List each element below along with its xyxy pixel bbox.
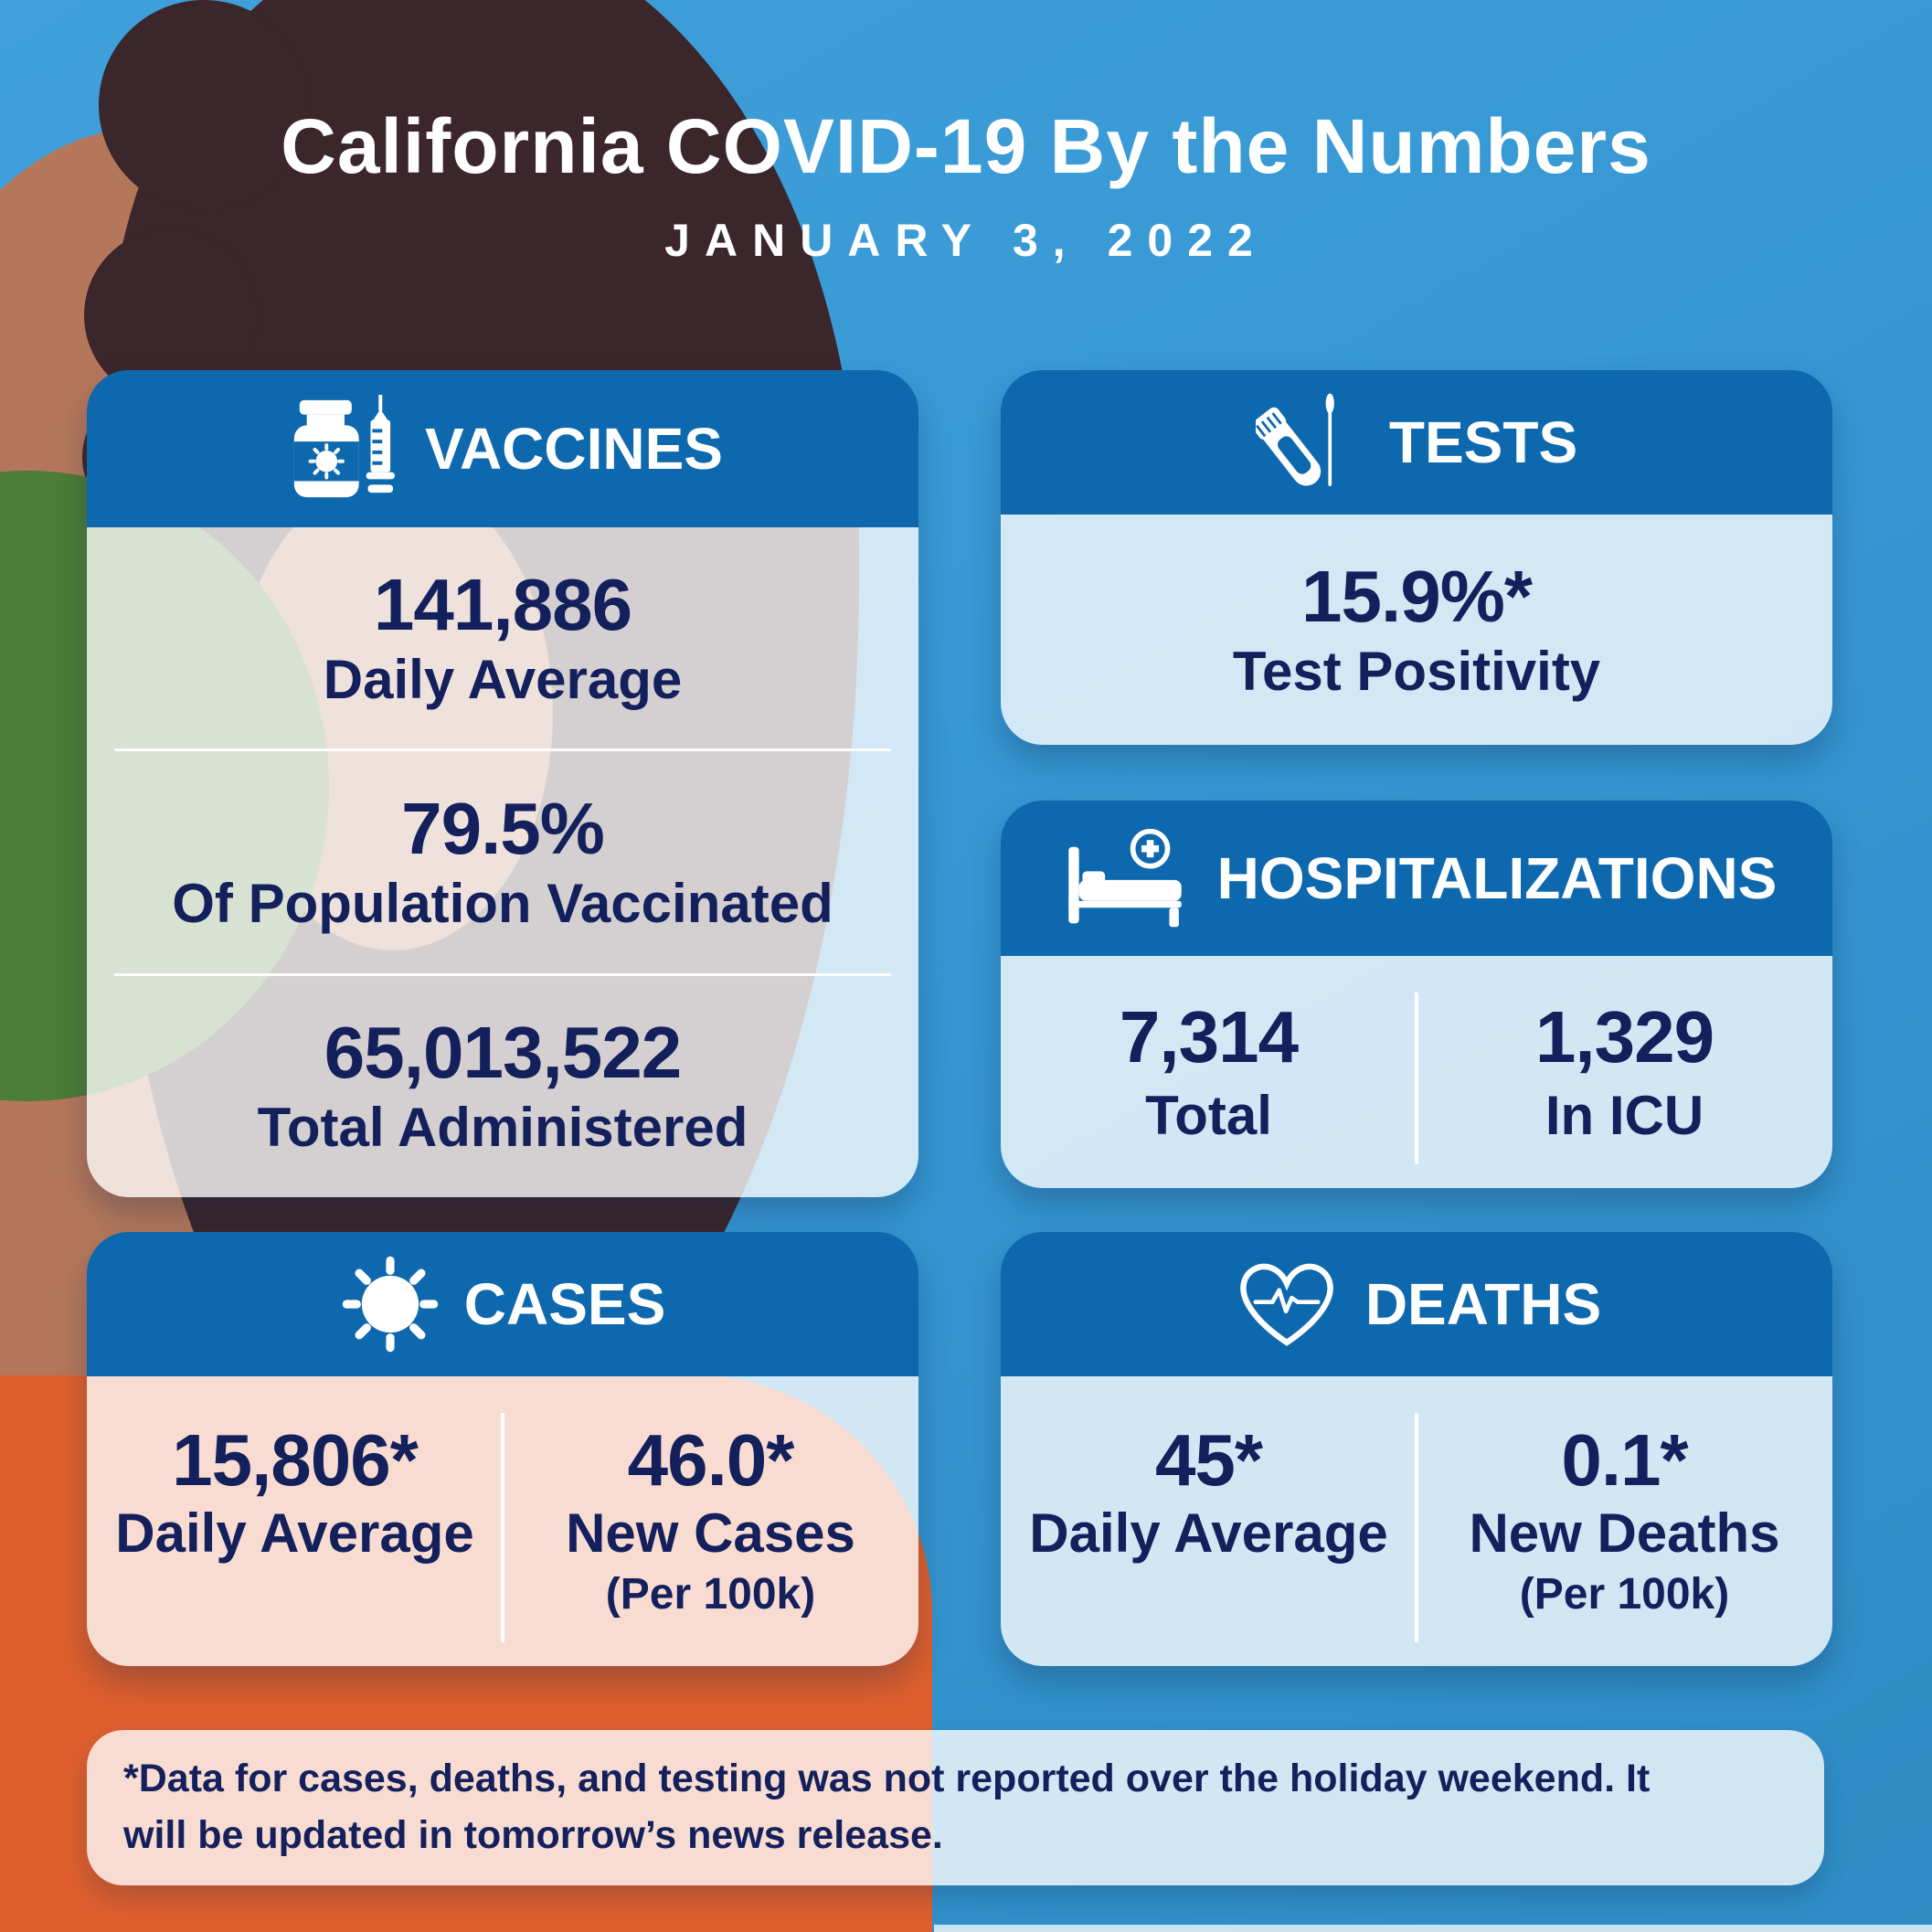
- vaccines-card-body: [87, 527, 918, 1197]
- divider: [1415, 993, 1418, 1164]
- vaccines-card-header: [87, 370, 918, 527]
- vial-syringe-icon: [282, 395, 401, 503]
- page-title: California COVID-19 By the Numbers: [281, 103, 1651, 189]
- stat-value: 1,329: [1534, 995, 1714, 1077]
- tests-card: [1001, 370, 1832, 745]
- test-tube-swab-icon: [1256, 391, 1365, 494]
- hospitalizations-total-stat: [1001, 956, 1417, 1188]
- test-positivity-stat: [1001, 515, 1832, 745]
- deaths-card-header: [1001, 1232, 1832, 1376]
- stat-label: In ICU: [1545, 1084, 1704, 1146]
- stat-value: 141,886: [373, 563, 632, 645]
- deaths-card: [1001, 1232, 1832, 1666]
- hospitalizations-card-title: HOSPITALIZATIONS: [1216, 845, 1778, 911]
- hospitalizations-card-header: [1001, 801, 1832, 956]
- stat-value: 15,806*: [172, 1419, 418, 1501]
- vaccines-card-title: VACCINES: [425, 416, 723, 482]
- deaths-card-title: DEATHS: [1364, 1271, 1602, 1337]
- cases-card-header: [87, 1232, 918, 1376]
- page-date: JANUARY 3, 2022: [664, 215, 1268, 266]
- footnote-bar: [87, 1730, 1824, 1885]
- stat-value: 7,314: [1119, 995, 1299, 1077]
- vaccines-card: [87, 370, 918, 1197]
- deaths-daily-average-stat: [1001, 1376, 1417, 1666]
- stat-label: Total: [1145, 1084, 1272, 1146]
- stat-value: 46.0*: [627, 1419, 794, 1501]
- stat-label: Daily Average: [1029, 1502, 1388, 1564]
- vaccines-population-stat: [87, 751, 918, 972]
- bottom-edge-strip: [934, 1925, 1932, 1932]
- cases-new-cases-stat: [503, 1376, 918, 1666]
- stat-label: Of Population Vaccinated: [172, 872, 833, 934]
- stat-label: New Cases: [566, 1502, 855, 1564]
- virus-icon: [340, 1254, 441, 1354]
- hospitalizations-icu-stat: [1417, 956, 1832, 1188]
- cases-daily-average-stat: [87, 1376, 503, 1666]
- divider: [501, 1413, 504, 1642]
- stat-label: Daily Average: [115, 1502, 474, 1564]
- footnote-text: *Data for cases, deaths, and testing was not reported over the holiday weekend. It will be updated in tomorrow’s news release.: [123, 1757, 1651, 1858]
- page-header: [0, 103, 1932, 266]
- heart-pulse-icon: [1232, 1255, 1342, 1353]
- tests-card-title: TESTS: [1388, 409, 1578, 475]
- stat-value: 45*: [1154, 1419, 1263, 1501]
- stat-sublabel: (Per 100k): [1519, 1570, 1730, 1619]
- stat-label: Test Positivity: [1232, 640, 1601, 702]
- vaccines-daily-average-stat: [87, 527, 918, 748]
- tests-card-header: [1001, 370, 1832, 515]
- stat-label: Total Administered: [257, 1097, 748, 1159]
- hospitalizations-card-body: [1001, 956, 1832, 1188]
- stat-value: 15.9%*: [1301, 555, 1532, 637]
- stat-label: New Deaths: [1469, 1502, 1780, 1564]
- stat-value: 65,013,522: [324, 1012, 682, 1094]
- hospitalizations-card: [1001, 801, 1832, 1188]
- deaths-card-body: [1001, 1376, 1832, 1666]
- stat-sublabel: (Per 100k): [605, 1570, 816, 1619]
- cases-card-body: [87, 1376, 918, 1666]
- cases-card: [87, 1232, 918, 1666]
- stat-label: Daily Average: [323, 648, 683, 710]
- hospital-bed-icon: [1056, 826, 1194, 930]
- stat-value: 79.5%: [401, 787, 604, 869]
- stat-value: 0.1*: [1561, 1419, 1688, 1501]
- vaccines-total-administered-stat: [87, 976, 918, 1197]
- deaths-new-deaths-stat: [1417, 1376, 1832, 1666]
- cases-card-title: CASES: [463, 1271, 666, 1337]
- tests-card-body: [1001, 515, 1832, 745]
- divider: [1415, 1413, 1418, 1642]
